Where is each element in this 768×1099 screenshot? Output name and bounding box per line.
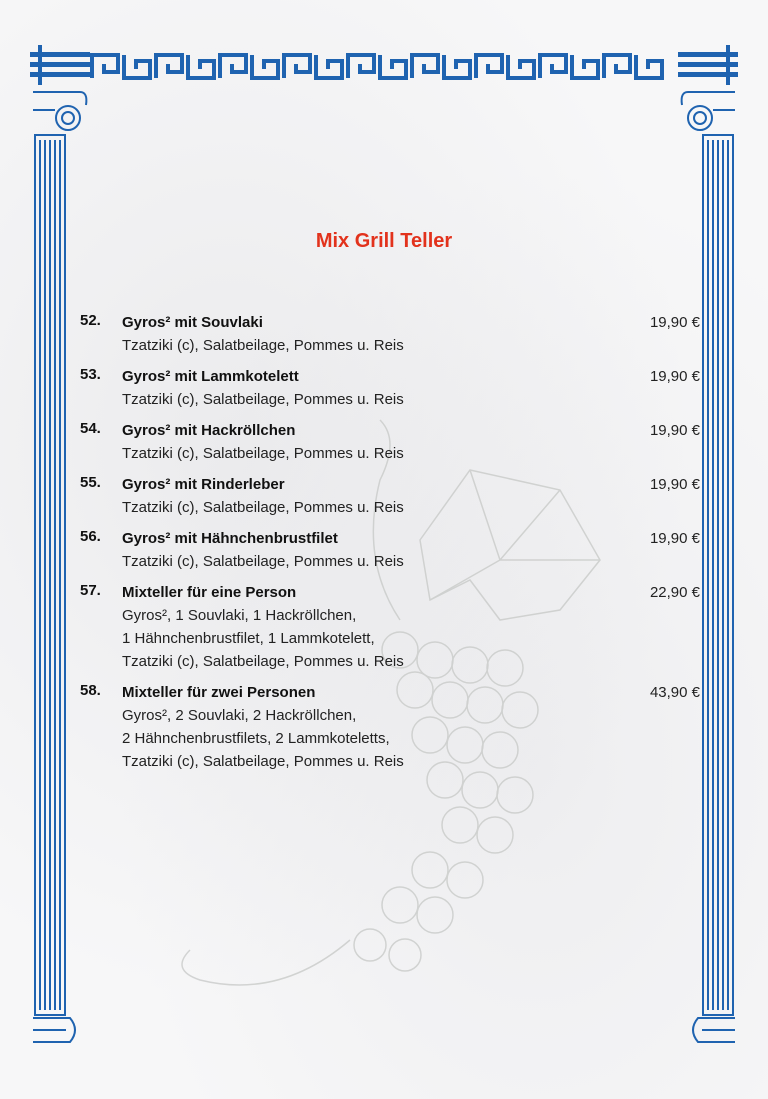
item-name: Gyros² mit Souvlaki xyxy=(122,314,263,331)
item-price: 19,90 € xyxy=(649,476,700,493)
item-price: 19,90 € xyxy=(649,314,700,331)
item-price: 19,90 € xyxy=(649,422,700,439)
item-name: Gyros² mit Hähnchenbrustfilet xyxy=(122,530,338,547)
item-price: 19,90 € xyxy=(649,530,700,547)
item-name: Gyros² mit Hackröllchen xyxy=(122,422,296,439)
item-description-line-3: Tzatziki (c), Salatbeilage, Pommes u. Reis xyxy=(122,653,404,670)
section-title: Mix Grill Teller xyxy=(315,230,453,252)
item-price: 43,90 € xyxy=(649,684,700,701)
menu-item-55 xyxy=(80,474,700,519)
item-number: 52. xyxy=(80,312,101,329)
item-description-line-1: Gyros², 1 Souvlaki, 1 Hackröllchen, xyxy=(122,607,357,624)
menu-item-52 xyxy=(80,312,700,357)
item-description: Tzatziki (c), Salatbeilage, Pommes u. Reis xyxy=(122,445,404,462)
item-description-line-2: 1 Hähnchenbrustfilet, 1 Lammkotelett, xyxy=(122,630,375,647)
item-price: 19,90 € xyxy=(649,368,700,385)
menu-list xyxy=(80,312,700,782)
menu-item-54 xyxy=(80,420,700,465)
menu-item-53 xyxy=(80,366,700,411)
item-number: 55. xyxy=(80,474,101,491)
item-name: Gyros² mit Rinderleber xyxy=(122,476,285,493)
item-number: 58. xyxy=(80,682,101,699)
item-name: Mixteller für zwei Personen xyxy=(122,684,316,701)
item-description-line-3: Tzatziki (c), Salatbeilage, Pommes u. Reis xyxy=(122,753,404,770)
item-description: Tzatziki (c), Salatbeilage, Pommes u. Reis xyxy=(122,553,404,570)
item-number: 53. xyxy=(80,366,101,383)
menu-item-58 xyxy=(80,682,700,773)
item-description-line-1: Gyros², 2 Souvlaki, 2 Hackröllchen, xyxy=(122,707,357,724)
item-number: 56. xyxy=(80,528,101,545)
menu-item-57 xyxy=(80,582,700,673)
item-name: Gyros² mit Lammkotelett xyxy=(122,368,299,385)
item-number: 57. xyxy=(80,582,101,599)
menu-item-56 xyxy=(80,528,700,573)
item-description: Tzatziki (c), Salatbeilage, Pommes u. Reis xyxy=(122,499,404,516)
item-description-line-2: 2 Hähnchenbrustfilets, 2 Lammkoteletts, xyxy=(122,730,390,747)
item-number: 54. xyxy=(80,420,101,437)
item-description: Tzatziki (c), Salatbeilage, Pommes u. Reis xyxy=(122,337,404,354)
item-description: Tzatziki (c), Salatbeilage, Pommes u. Reis xyxy=(122,391,404,408)
item-price: 22,90 € xyxy=(649,584,700,601)
item-name: Mixteller für eine Person xyxy=(122,584,297,601)
